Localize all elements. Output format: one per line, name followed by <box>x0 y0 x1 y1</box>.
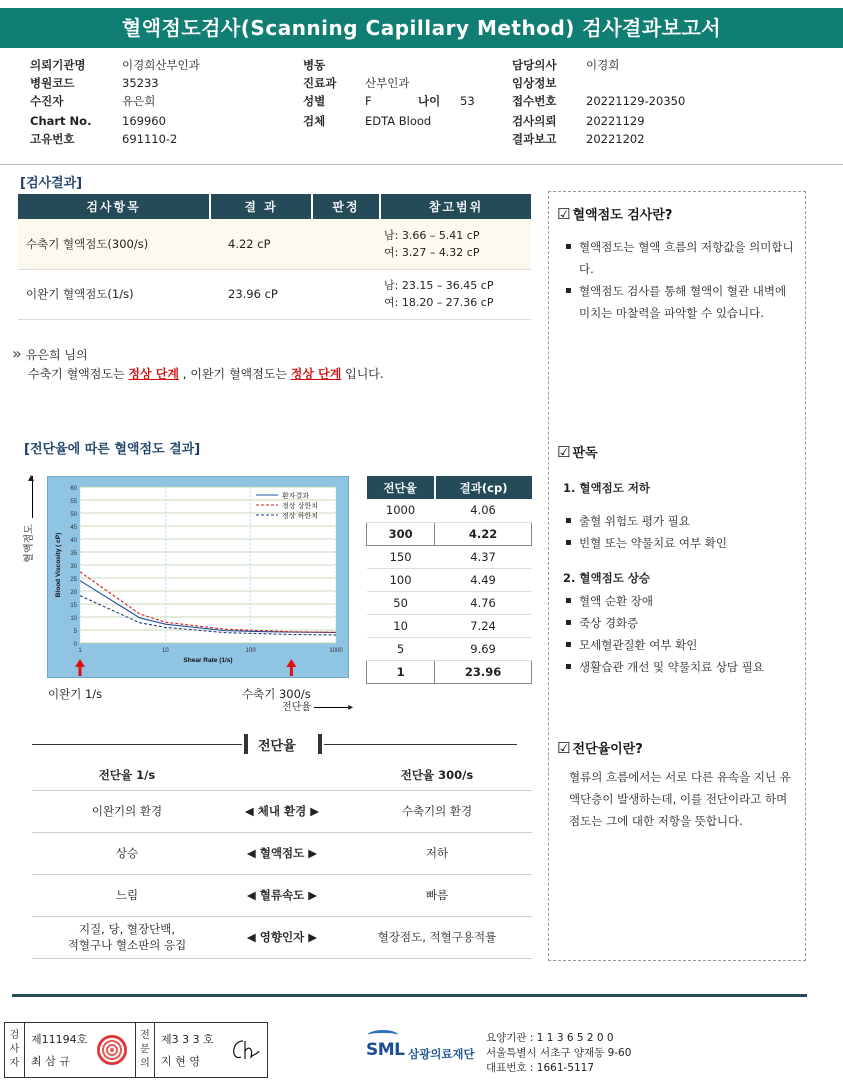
header-label: Chart No. <box>30 114 92 128</box>
cmp-mid-label: 혈액점도 <box>259 846 305 860</box>
red-arrow-shaft <box>290 666 293 676</box>
red-arrow-head <box>286 659 296 667</box>
table-row <box>367 591 532 614</box>
red-arrow-head <box>75 659 85 667</box>
summary-text <box>12 344 384 384</box>
inspector-no: 제11194호 <box>31 1033 88 1046</box>
footer-divider <box>12 994 807 997</box>
table-row <box>32 832 532 874</box>
result-cell: 4.49 <box>435 568 532 591</box>
header-row <box>30 92 200 110</box>
cmp-right: 수축기의 환경 <box>342 790 532 832</box>
side-list-3 <box>565 590 805 678</box>
compare-title: 전단율 <box>258 739 296 754</box>
header-label: 수진자 <box>30 94 64 108</box>
shear-rate-cell: 150 <box>367 545 435 568</box>
results-section-title: [검사결과] <box>20 176 83 191</box>
checkbox-icon: ☑ <box>557 739 571 757</box>
header-value: 20221129 <box>586 114 645 128</box>
side-heading-1: 혈액점도 검사란? <box>572 208 673 223</box>
inspector-name: 최 삼 규 <box>31 1055 70 1068</box>
org-line2: 서울특별시 서초구 양재동 9-60 <box>486 1047 632 1059</box>
diastolic-status: 정상 단계 <box>290 367 342 381</box>
inspector-label: 검 사 자 <box>5 1023 25 1077</box>
result-cell: 7.24 <box>435 614 532 637</box>
header-value: 산부인과 <box>365 76 410 90</box>
header-label: 접수번호 <box>512 94 557 108</box>
result-cell: 9.69 <box>435 637 532 660</box>
summary-part: 수축기 혈액점도는 <box>28 367 129 381</box>
list-item: ▪ 출혈 위험도 평가 필요 <box>565 510 803 532</box>
header-label: 고유번호 <box>30 132 75 146</box>
header-label: 병동 <box>303 58 326 72</box>
header-col3 <box>512 56 685 148</box>
divider-right <box>324 744 517 745</box>
header-divider <box>0 164 843 165</box>
shear-rate-cell: 100 <box>367 568 435 591</box>
divider-left <box>32 744 242 745</box>
header-value: 20221129-20350 <box>586 94 686 108</box>
table-row <box>367 660 532 683</box>
chevron-right-icon: » <box>12 344 22 363</box>
cmp-mid: ◀ 혈액점도 ▶ <box>222 832 342 874</box>
head-left: 전단율 1/s <box>32 760 222 790</box>
col-header-result-cp: 결과(cp) <box>435 476 532 499</box>
header-label: 검사의뢰 <box>512 114 557 128</box>
logo-arc-icon <box>368 1030 398 1040</box>
info-side-panel <box>548 191 806 961</box>
table-row <box>367 522 532 545</box>
side-sub-2: 2. 혈액점도 상승 <box>563 571 651 585</box>
cmp-left: 이완기의 환경 <box>32 790 222 832</box>
logo-text: SML <box>366 1040 405 1060</box>
header-row <box>30 56 200 74</box>
header-col1 <box>30 56 200 148</box>
list-item: ▪ 혈액점도 검사를 통해 혈액이 혈관 내벽에 미치는 마찰력을 파악할 수 있습니다. <box>565 280 795 324</box>
cmp-mid: ◀ 체내 환경 ▶ <box>222 790 342 832</box>
table-row <box>32 916 532 958</box>
side-heading-3: 전단율이란? <box>572 742 643 757</box>
ref-female: 여: 18.20 – 27.36 cP <box>384 296 494 309</box>
head-mid <box>222 760 342 790</box>
header-value: 169960 <box>122 114 166 128</box>
cmp-mid: ◀ 혈류속도 ▶ <box>222 874 342 916</box>
table-row <box>367 637 532 660</box>
x-axis-label: Shear Rate (1/s) <box>183 657 233 664</box>
result-judge <box>312 269 380 319</box>
viscosity-chart <box>47 476 349 678</box>
cmp-mid-label: 영향인자 <box>259 930 305 944</box>
header-row <box>303 56 431 74</box>
y-tick-label: 35 <box>70 551 77 557</box>
arrow-low-label: 이완기 1/s <box>48 687 103 701</box>
y-tick-label: 45 <box>70 525 77 531</box>
specialist-no: 제3 3 3 호 <box>161 1033 214 1046</box>
outer-xlabel-text: 전단율 <box>282 702 311 713</box>
org-line1: 요양기관 : 1 1 3 6 5 2 0 0 <box>486 1032 614 1044</box>
summary-part: 입니다. <box>341 367 384 381</box>
col-header-result: 결 과 <box>210 194 312 219</box>
shear-rate-cell: 5 <box>367 637 435 660</box>
cmp-left: 느림 <box>32 874 222 916</box>
header-row <box>512 112 685 130</box>
ref-male: 남: 3.66 – 5.41 cP <box>384 228 480 242</box>
result-value: 4.22 cP <box>210 219 312 269</box>
y-tick-label: 55 <box>70 499 77 505</box>
header-row <box>30 130 200 148</box>
header-label: 병원코드 <box>30 76 75 90</box>
shear-rate-cell: 50 <box>367 591 435 614</box>
result-judge <box>312 219 380 269</box>
table-row <box>18 219 531 269</box>
cmp-right: 저하 <box>342 832 532 874</box>
table-row <box>32 790 532 832</box>
list-item: ▪ 빈혈 또는 약물치료 여부 확인 <box>565 532 803 554</box>
table-row <box>367 545 532 568</box>
shear-section-title: [전단율에 따른 혈액점도 결과] <box>24 442 201 457</box>
header-value: 유은희 <box>122 94 156 108</box>
age-label: 나이 <box>418 94 441 108</box>
header-row <box>303 92 431 110</box>
checkbox-icon: ☑ <box>557 443 571 461</box>
side-list-1 <box>565 236 795 324</box>
y-tick-label: 5 <box>73 629 77 635</box>
list-item: ▪ 죽상 경화증 <box>565 612 805 634</box>
cmp-left: 상승 <box>32 832 222 874</box>
shear-values-table <box>366 476 532 684</box>
col-header-reference: 참고범위 <box>380 194 531 219</box>
outer-xlabel: 전단율 ▸ <box>282 702 354 713</box>
y-axis-label: Blood Viscosity ( cP) <box>55 532 62 598</box>
result-item-name: 이완기 혈액점도(1/s) <box>18 269 210 319</box>
y-tick-label: 15 <box>70 603 77 609</box>
specialist-label: 전 문 의 <box>135 1023 155 1077</box>
result-item-name: 수축기 혈액점도(300/s) <box>18 219 210 269</box>
x-tick-label: 10 <box>161 648 169 654</box>
header-label: 담당의사 <box>512 58 557 72</box>
header-value: EDTA Blood <box>365 114 432 128</box>
header-value: 이경희 <box>586 58 620 72</box>
header-value: 20221202 <box>586 132 645 146</box>
header-row <box>512 130 685 148</box>
list-item: ▪ 생활습관 개선 및 약물치료 상담 필요 <box>565 656 805 678</box>
header-label: 검체 <box>303 114 326 128</box>
header-label: 의뢰기관명 <box>30 58 86 72</box>
x-tick-label: 1000 <box>329 648 343 654</box>
header-value: 691110-2 <box>122 132 178 146</box>
header-row <box>512 92 685 110</box>
table-row <box>367 568 532 591</box>
y-tick-label: 25 <box>70 577 77 583</box>
col-header-item: 검사항목 <box>18 194 210 219</box>
ref-female: 여: 3.27 – 4.32 cP <box>384 245 480 259</box>
summary-name: 유은희 님의 <box>25 348 88 362</box>
org-name: 삼광의료재단 <box>408 1047 475 1061</box>
table-row <box>32 760 532 790</box>
header-label: 성별 <box>303 94 326 108</box>
result-cell: 4.37 <box>435 545 532 568</box>
header-value: 이경희산부인과 <box>122 58 200 72</box>
bar-left <box>244 734 248 754</box>
chart-outer-y: ▲ 혈액점도 <box>26 476 40 576</box>
legend-label: 환자결과 <box>282 492 310 500</box>
x-tick-label: 1 <box>78 648 82 654</box>
cmp-right: 혈장점도, 적혈구용적률 <box>342 916 532 958</box>
list-item: ▪ 혈액점도는 혈액 흐름의 저항값을 의미합니다. <box>565 236 795 280</box>
side-paragraph: 혈류의 흐름에서는 서로 다른 유속을 지닌 유액단층이 발생하는데, 이를 전단이라고 하며 점도는 그에 대한 저항을 뜻합니다. <box>569 770 791 828</box>
signature-mark <box>227 1035 263 1065</box>
signature-box <box>4 1022 268 1078</box>
legend-label: 정상 하한치 <box>282 512 319 520</box>
result-value: 23.96 cP <box>210 269 312 319</box>
header-row <box>512 56 685 74</box>
x-tick-label: 100 <box>245 648 256 654</box>
result-cell: 4.76 <box>435 591 532 614</box>
result-cell: 4.06 <box>435 499 532 522</box>
checkbox-icon: ☑ <box>557 205 571 223</box>
col-header-judge: 판정 <box>312 194 380 219</box>
side-sub-1: 1. 혈액점도 저하 <box>563 481 651 495</box>
bar-right <box>318 734 322 754</box>
table-row <box>18 269 531 319</box>
result-cell: 23.96 <box>435 660 532 683</box>
side-heading-2: 판독 <box>572 446 598 461</box>
table-row <box>32 874 532 916</box>
org-line3: 대표번호 : 1661-5117 <box>486 1062 595 1074</box>
y-tick-label: 10 <box>70 616 77 622</box>
report-title: 혈액점도검사(Scanning Capillary Method) 검사결과보고서 <box>0 8 843 48</box>
cmp-mid-label: 체내 환경 <box>257 804 307 818</box>
list-item: ▪ 모세혈관질환 여부 확인 <box>565 634 805 656</box>
ref-male: 남: 23.15 – 36.45 cP <box>384 279 494 292</box>
header-row <box>303 112 431 130</box>
shear-rate-cell: 1000 <box>367 499 435 522</box>
outer-ylabel: 혈액점도 <box>23 524 35 563</box>
legend-label: 정상 상한치 <box>282 502 319 510</box>
cmp-right: 빠름 <box>342 874 532 916</box>
header-value: 35233 <box>122 76 159 90</box>
header-value: F <box>365 94 372 108</box>
header-row <box>30 74 200 92</box>
table-row <box>367 499 532 522</box>
results-table <box>18 194 531 320</box>
y-tick-label: 50 <box>70 512 77 518</box>
shear-rate-cell: 1 <box>367 660 435 683</box>
header-row <box>303 74 431 92</box>
y-tick-label: 30 <box>70 564 77 570</box>
header-label: 진료과 <box>303 76 337 90</box>
y-tick-label: 0 <box>73 642 77 648</box>
table-row <box>367 614 532 637</box>
header-row <box>30 112 200 130</box>
arrow-high-label: 수축기 300/s <box>242 687 311 701</box>
result-cell: 4.22 <box>435 522 532 545</box>
y-tick-label: 20 <box>70 590 77 596</box>
seal-stamp <box>97 1035 127 1065</box>
red-arrow-shaft <box>79 666 82 676</box>
y-tick-label: 40 <box>70 538 77 544</box>
shear-rate-cell: 10 <box>367 614 435 637</box>
header-label: 결과보고 <box>512 132 557 146</box>
list-item: ▪ 혈액 순환 장애 <box>565 590 805 612</box>
cmp-mid-label: 혈류속도 <box>259 888 305 902</box>
y-tick-label: 60 <box>70 486 77 492</box>
org-info <box>486 1031 631 1076</box>
header-label: 임상정보 <box>512 76 557 90</box>
age-value: 53 <box>460 94 475 108</box>
summary-part: , 이완기 혈액점도는 <box>178 367 291 381</box>
header-row <box>512 74 685 92</box>
side-list-2 <box>565 510 803 554</box>
chart-svg <box>48 477 350 679</box>
specialist-name: 지 현 영 <box>161 1055 200 1068</box>
shear-rate-cell: 300 <box>367 522 435 545</box>
cmp-left: 지질, 당, 혈장단백, 적혈구나 혈소판의 응집 <box>32 916 222 958</box>
compare-table <box>32 760 532 959</box>
header-col2 <box>303 56 431 130</box>
age-row <box>418 92 475 110</box>
systolic-status: 정상 단계 <box>128 367 179 381</box>
cmp-mid: ◀ 영향인자 ▶ <box>222 916 342 958</box>
col-header-shear: 전단율 <box>367 476 435 499</box>
head-right: 전단율 300/s <box>342 760 532 790</box>
